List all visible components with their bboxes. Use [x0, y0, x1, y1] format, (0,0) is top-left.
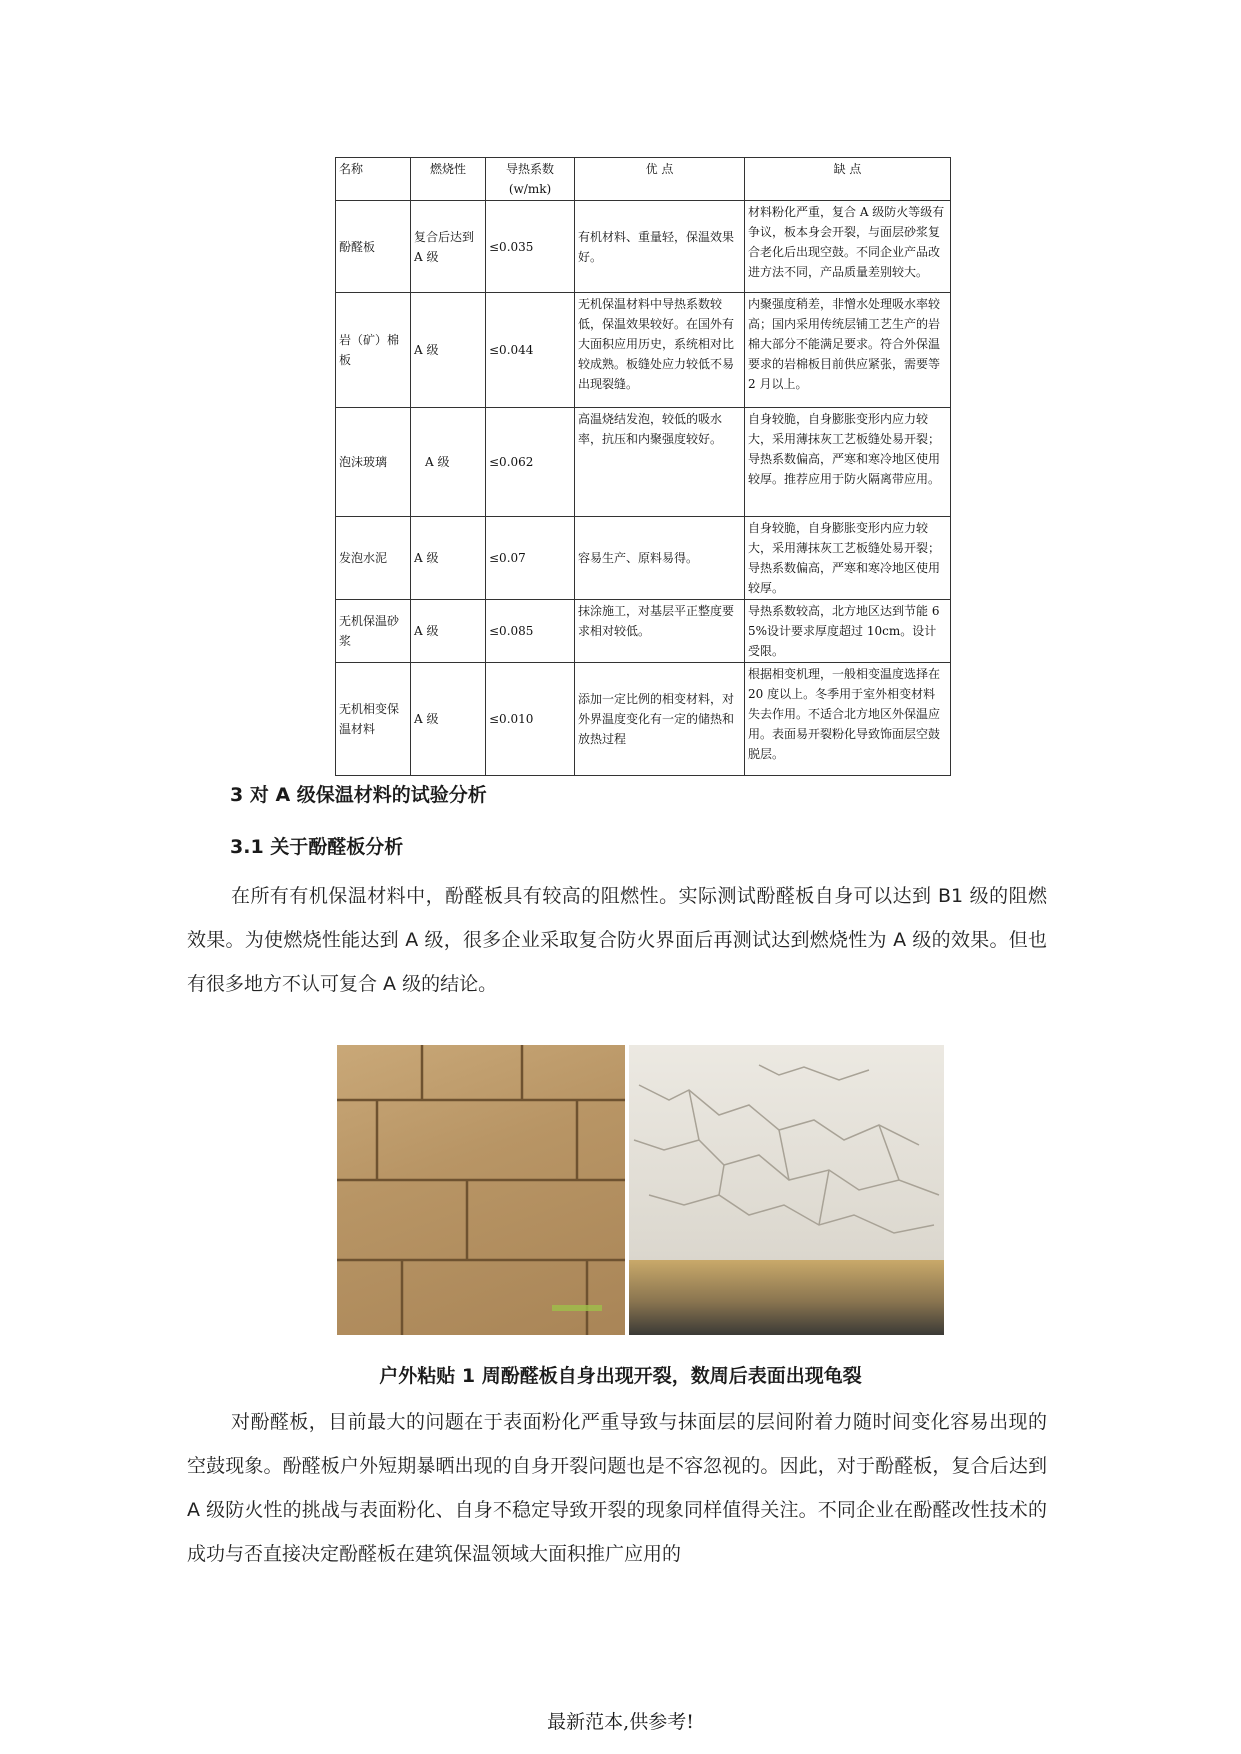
paragraph-phenolic-issues: 对酚醛板，目前最大的问题在于表面粉化严重导致与抹面层的层间附着力随时间变化容易出现的空鼓现象。酚醛板户外短期暴晒出现的自身开裂问题也是不容忽视的。因此，对于酚醛板，复合后达到 A 级防火性的挑战与表面粉化、自身不稳定导致开裂的现象同样值得关注。不同企业在酚醛改性技术的成功与否直接决定酚醛板在建筑保温领域大面积推广应用的: [187, 1411, 1047, 1565]
section-3-heading: 3 对 A 级保温材料的试验分析: [230, 784, 487, 806]
table-row: [336, 517, 951, 600]
cell-cons: 根据相变机理，一般相变温度选择在 20 度以上。冬季用于室外相变材料失去作用。不适合北方地区外保温应用。表面易开裂粉化导致饰面层空鼓脱层。: [745, 663, 951, 776]
cell-pros: 无机保温材料中导热系数较低，保温效果较好。在国外有大面积应用历史，系统相对比较成熟。板缝处应力较低不易出现裂缝。: [575, 293, 745, 408]
header-cons: 缺 点: [745, 158, 951, 201]
cell-fire: A 级: [411, 408, 486, 517]
cell-name: 无机保温砂浆: [336, 600, 411, 663]
table-row: [336, 600, 951, 663]
cell-fire: A 级: [411, 600, 486, 663]
cell-name: 无机相变保温材料: [336, 663, 411, 776]
cell-conductivity: ≤0.062: [486, 408, 575, 517]
cell-fire: A 级: [411, 293, 486, 408]
cracked-surface-photo-icon: [629, 1045, 944, 1335]
table-row: [336, 663, 951, 776]
cell-fire: A 级: [411, 663, 486, 776]
cell-cons: 自身较脆，自身膨胀变形内应力较大，采用薄抹灰工艺板缝处易开裂；导热系数偏高，严寒和寒冷地区使用较厚。: [745, 517, 951, 600]
materials-table: [335, 157, 951, 776]
page-footer: 最新范本,供参考!: [547, 1711, 694, 1733]
cell-pros: 添加一定比例的相变材料，对外界温度变化有一定的储热和放热过程: [575, 663, 745, 776]
brick-wall-photo-icon: [337, 1045, 625, 1335]
cell-cons: 自身较脆，自身膨胀变形内应力较大，采用薄抹灰工艺板缝处易开裂；导热系数偏高，严寒和寒冷地区使用较厚。推荐应用于防火隔离带应用。: [745, 408, 951, 517]
cell-name: 岩（矿）棉板: [336, 293, 411, 408]
cell-name: 泡沫玻璃: [336, 408, 411, 517]
cell-pros: 高温烧结发泡，较低的吸水率，抗压和内聚强度较好。: [575, 408, 745, 517]
header-fire: 燃烧性: [411, 158, 486, 201]
table-row: [336, 201, 951, 293]
cell-pros: 抹涂施工，对基层平正整度要求相对较低。: [575, 600, 745, 663]
photo-base-strip: [629, 1260, 944, 1335]
paragraph-phenolic-intro: 在所有有机保温材料中，酚醛板具有较高的阻燃性。实际测试酚醛板自身可以达到 B1 级的阻燃效果。为使燃烧性能达到 A 级，很多企业采取复合防火界面后再测试达到燃烧性为 A 级的效果。但也有很多地方不认可复合 A 级的结论。: [187, 885, 1047, 995]
photo-caption: 户外粘贴 1 周酚醛板自身出现开裂，数周后表面出现龟裂: [379, 1365, 862, 1387]
phenolic-board-photo: [337, 1045, 944, 1335]
table-row: [336, 293, 951, 408]
cell-pros: 容易生产、原料易得。: [575, 517, 745, 600]
table-row: [336, 408, 951, 517]
cell-fire: 复合后达到 A 级: [411, 201, 486, 293]
cell-conductivity: ≤0.010: [486, 663, 575, 776]
cell-pros: 有机材料、重量轻，保温效果好。: [575, 201, 745, 293]
cell-cons: 导热系数较高，北方地区达到节能 65%设计要求厚度超过 10cm。设计受限。: [745, 600, 951, 663]
cell-name: 酚醛板: [336, 201, 411, 293]
cell-fire: A 级: [411, 517, 486, 600]
cell-conductivity: ≤0.085: [486, 600, 575, 663]
header-conductivity: 导热系数 (w/mk): [486, 158, 575, 201]
cell-conductivity: ≤0.035: [486, 201, 575, 293]
materials-table-image: [335, 157, 950, 763]
header-pros: 优 点: [575, 158, 745, 201]
cell-conductivity: ≤0.044: [486, 293, 575, 408]
cell-cons: 内聚强度稍差，非憎水处理吸水率较高；国内采用传统层铺工艺生产的岩棉大部分不能满足要求。符合外保温要求的岩棉板目前供应紧张，需要等 2 月以上。: [745, 293, 951, 408]
table-header-row: [336, 158, 951, 201]
cell-name: 发泡水泥: [336, 517, 411, 600]
section-3-1-heading: 3.1 关于酚醛板分析: [230, 836, 404, 858]
cell-conductivity: ≤0.07: [486, 517, 575, 600]
header-name: 名称: [336, 158, 411, 201]
cell-cons: 材料粉化严重，复合 A 级防火等级有争议，板本身会开裂，与面层砂浆复合老化后出现空鼓。不同企业产品改进方法不同，产品质量差别较大。: [745, 201, 951, 293]
